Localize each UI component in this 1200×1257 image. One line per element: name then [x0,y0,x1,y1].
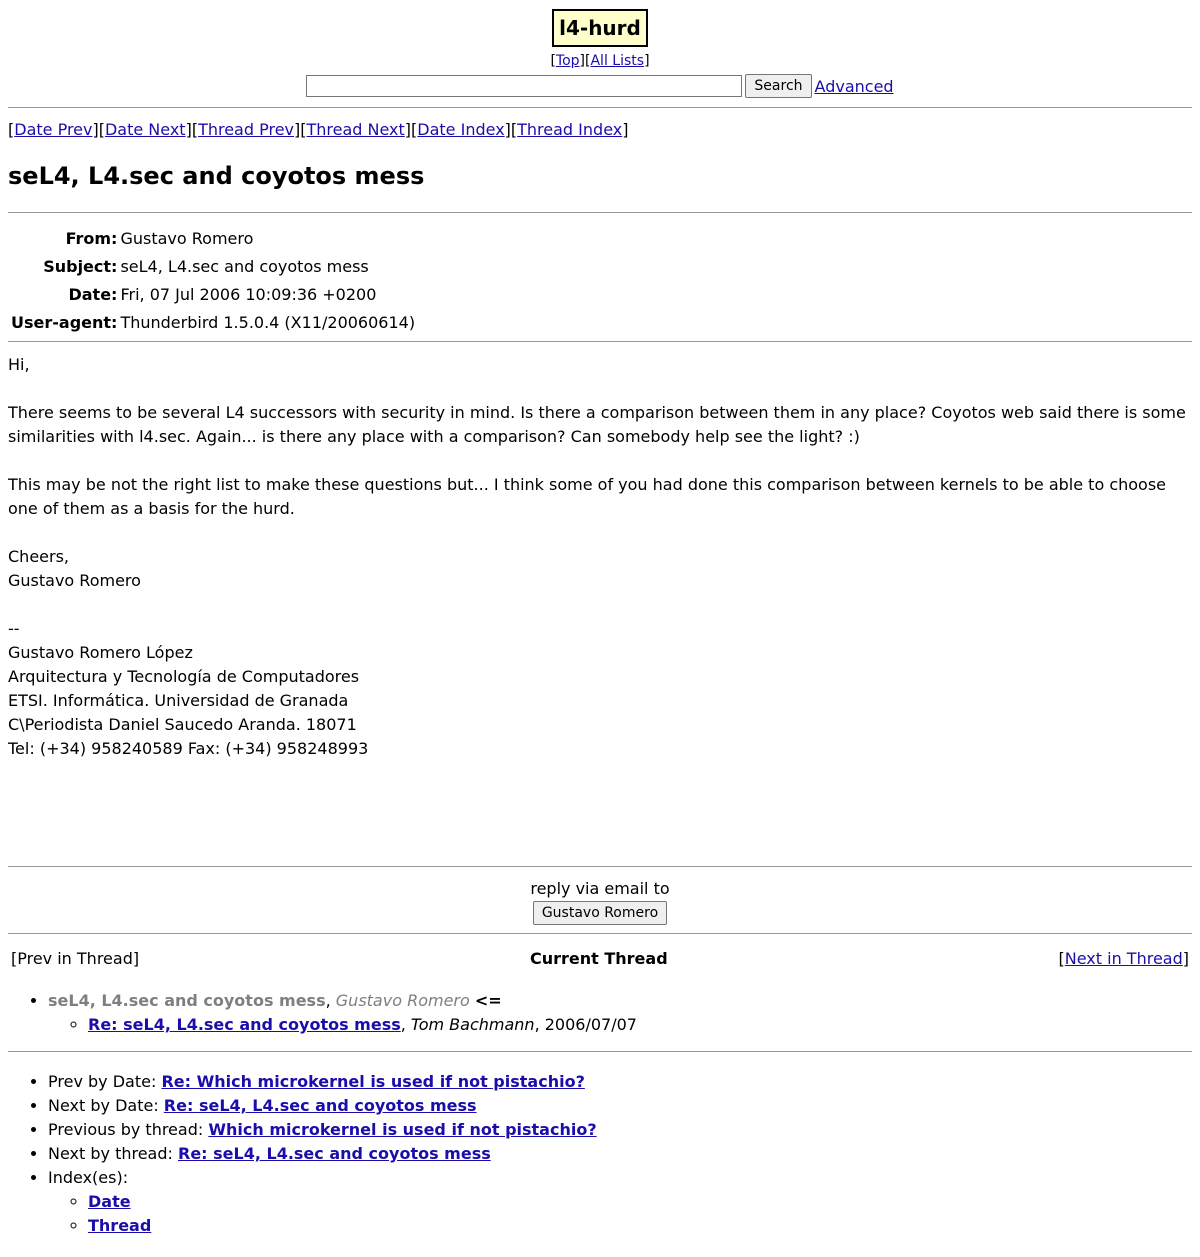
list-item: • Next by thread: Re: seL4, L4.sec and coyotos mess [48,1142,1192,1166]
reply-button[interactable]: Gustavo Romero [533,901,667,925]
list-item: • Prev by Date: Re: Which microkernel is used if not pistachio? [48,1070,1192,1094]
divider [8,1051,1192,1052]
thread-replies [48,1013,1192,1037]
header-row-date [8,281,415,309]
greeting: Hi, [8,355,30,374]
header-label: Subject: [43,257,118,276]
thread-reply-author: Tom Bachmann [410,1015,535,1034]
message-headers [8,225,415,337]
body-paragraph: There seems to be several L4 successors with security in mind. Is there a comparison between them in any place? Coyotos web said there is some similarities with l4.sec. Again... is there any place with a comparison? Can somebody help see the light? :) [8,403,1186,446]
message-nav: [Date Prev][Date Next][Thread Prev][Thread Next][Date Index][Thread Index] [8,120,629,139]
divider [8,933,1192,934]
signature-line: C\Periodista Daniel Saucedo Aranda. 18071 [8,715,357,734]
thread-nav [8,947,1192,971]
next-in-thread-link[interactable]: Next in Thread [1064,949,1183,968]
top-link[interactable]: Top [555,53,580,69]
divider [8,107,1192,108]
search-input[interactable] [306,75,742,97]
index-thread-link[interactable]: Thread [88,1216,152,1235]
thread-index-link[interactable]: Thread Index [517,120,623,139]
signature-line: Tel: (+34) 958240589 Fax: (+34) 958248993 [8,739,369,758]
date-index-link[interactable]: Date Index [417,120,505,139]
prev-by-date-link[interactable]: Re: Which microkernel is used if not pistachio? [161,1072,585,1091]
search-bar [8,73,1192,99]
header-label: From: [65,229,118,248]
reply-section [8,878,1192,925]
signature [8,617,1192,761]
list-item [88,1214,1192,1238]
header-row-subject [8,253,415,281]
list-item: • Previous by thread: Which microkernel is used if not pistachio? [48,1118,1192,1142]
next-by-thread-link[interactable]: Re: seL4, L4.sec and coyotos mess [178,1144,491,1163]
list-title: l4-hurd [552,9,648,47]
divider [8,212,1192,213]
index-list [48,1190,1192,1238]
date-next-link[interactable]: Date Next [104,120,186,139]
divider [8,866,1192,867]
list-item: • Next by Date: Re: seL4, L4.sec and coyotos mess [48,1094,1192,1118]
header-label: User-agent: [11,313,118,332]
thread-current-subject: seL4, L4.sec and coyotos mess [48,991,326,1010]
list-header [8,0,1192,99]
header-label: Date: [68,285,118,304]
closing: Cheers, Gustavo Romero [8,547,141,590]
thread-current-author: Gustavo Romero [335,991,470,1010]
message-title: seL4, L4.sec and coyotos mess [8,162,425,190]
thread-next-link[interactable]: Thread Next [306,120,405,139]
body-paragraph: This may be not the right list to make these questions but... I think some of you had done this comparison between kernels to be able to choose one of them as a basis for the hurd. [8,475,1167,518]
thread-reply-date: 2006/07/07 [544,1015,637,1034]
advanced-search-link[interactable]: Advanced [814,76,894,96]
thread-reply-link[interactable]: Re: seL4, L4.sec and coyotos mess [88,1015,401,1034]
thread-prev-link[interactable]: Thread Prev [198,120,294,139]
signature-line: ETSI. Informática. Universidad de Granada [8,691,349,710]
divider [8,341,1192,342]
header-value: Fri, 07 Jul 2006 10:09:36 +0200 [120,285,377,304]
signature-line: Gustavo Romero López [8,643,193,662]
signature-line: Arquitectura y Tecnología de Computadores [8,667,360,686]
reply-label: reply via email to [530,879,670,898]
top-links: [Top][All Lists] [550,53,650,69]
thread-list [8,989,1192,1037]
list-item: • Index(es): ◦ Date ◦ Thread [48,1166,1192,1238]
message-body [8,353,1192,761]
date-prev-link[interactable]: Date Prev [14,120,93,139]
header-value: seL4, L4.sec and coyotos mess [120,257,369,276]
header-value: Gustavo Romero [120,229,254,248]
current-thread-heading: Current Thread [529,949,668,968]
thread-item-current: • seL4, L4.sec and coyotos mess, Gustavo Romero <= ◦ Re: seL4, L4.sec and coyotos mess, Tom Bachmann, 2006/07/07 [48,989,1192,1037]
header-row-from [8,225,415,253]
related-links [8,1070,1192,1238]
prev-in-thread: [Prev in Thread] [11,949,140,968]
next-by-date-link[interactable]: Re: seL4, L4.sec and coyotos mess [163,1096,477,1115]
thread-item-reply: ◦ Re: seL4, L4.sec and coyotos mess, Tom Bachmann, 2006/07/07 [88,1013,1192,1037]
signature-separator: -- [8,619,20,638]
all-lists-link[interactable]: All Lists [590,53,645,69]
prev-by-thread-link[interactable]: Which microkernel is used if not pistachio? [208,1120,597,1139]
header-row-user-agent [8,309,415,337]
current-marker: <= [474,991,502,1010]
index-date-link[interactable]: Date [88,1192,131,1211]
search-button[interactable]: Search [745,74,811,98]
header-value: Thunderbird 1.5.0.4 (X11/20060614) [120,313,416,332]
list-item [88,1190,1192,1214]
next-in-thread: [Next in Thread] [1058,949,1189,968]
